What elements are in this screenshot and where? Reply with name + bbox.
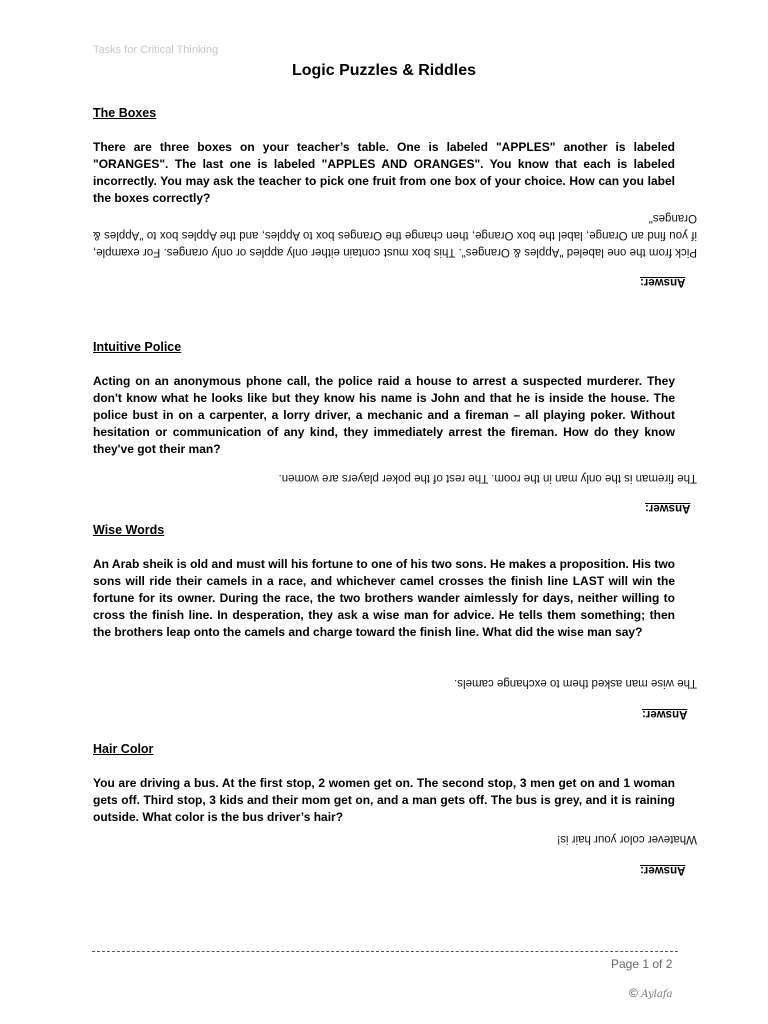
answer-label-police: Answer: [645,502,691,514]
copyright-symbol: © [629,986,638,1000]
answer-text-hair-color: Whatever color your hair is! [557,833,697,845]
answer-label-wise-words: Answer: [642,708,688,720]
puzzle-text-police: Acting on an anonymous phone call, the police raid a house to arrest a suspected murderer. They don't know what he looks like but they know his name is John and that he is inside the house. The police bust in on a carpenter, a lorry driver, a mechanic and a fireman – all playing poker. Without hesitation or communication of any kind, they immediately arrest the fireman. How do they know they've got their man? [93,374,675,456]
answer-label-hair-color: Answer: [640,864,686,876]
puzzle-heading-boxes: The Boxes [93,106,157,120]
puzzle-heading-wise-words: Wise Words [93,523,165,537]
answer-text-wise-words: The wise man asked them to exchange camels. [454,677,697,689]
header-note: Tasks for Critical Thinking [93,44,219,56]
puzzle-heading-police: Intuitive Police [93,340,182,354]
copyright-signature [629,986,672,1000]
page-number: Page 1 of 2 [611,957,673,971]
answer-label-boxes: Answer: [640,276,686,288]
puzzle-heading-hair-color: Hair Color [93,742,154,756]
footer-divider [92,951,678,952]
answer-text-police: The fireman is the only man in the room. The rest of the poker players are women. [278,472,697,484]
puzzle-text-hair-color: You are driving a bus. At the first stop, 2 women get on. The second stop, 3 men get on and 1 woman gets off. Third stop, 3 kids and their mom get on, and a man gets off. The bus is grey, and it is raining outside. What color is the bus driver’s hair? [93,776,675,824]
puzzle-text-boxes: There are three boxes on your teacher’s table. One is labeled "APPLES" another is labeled "ORANGES". The last one is labeled "APPLES AND ORANGES". You know that each is labeled incorrectly. You may ask the teacher to pick one fruit from one box of your choice. How can you label the boxes correctly? [93,140,675,205]
puzzle-text-wise-words: An Arab sheik is old and must will his fortune to one of his two sons. He makes a proposition. His two sons will ride their camels in a race, and whichever camel crosses the finish line LAST will win the fortune for its owner. During the race, the two brothers wander aimlessly for days, neither willing to cross the finish line. In desperation, they ask a wise man for advice. He tells them something; then the brothers leap onto the camels and charge toward the finish line. What did the wise man say? [93,557,675,639]
signature: Aylafa [641,989,673,1000]
page-title: Logic Puzzles & Riddles [291,62,477,79]
answer-text-boxes: Pick from the one labeled "Apples & Oranges". This box must contain either only apples or only oranges. For example, if you find an Orange, label the box Orange, then change the Oranges box to Apples, and the Apples box to "Apples & Oranges" [93,212,697,258]
